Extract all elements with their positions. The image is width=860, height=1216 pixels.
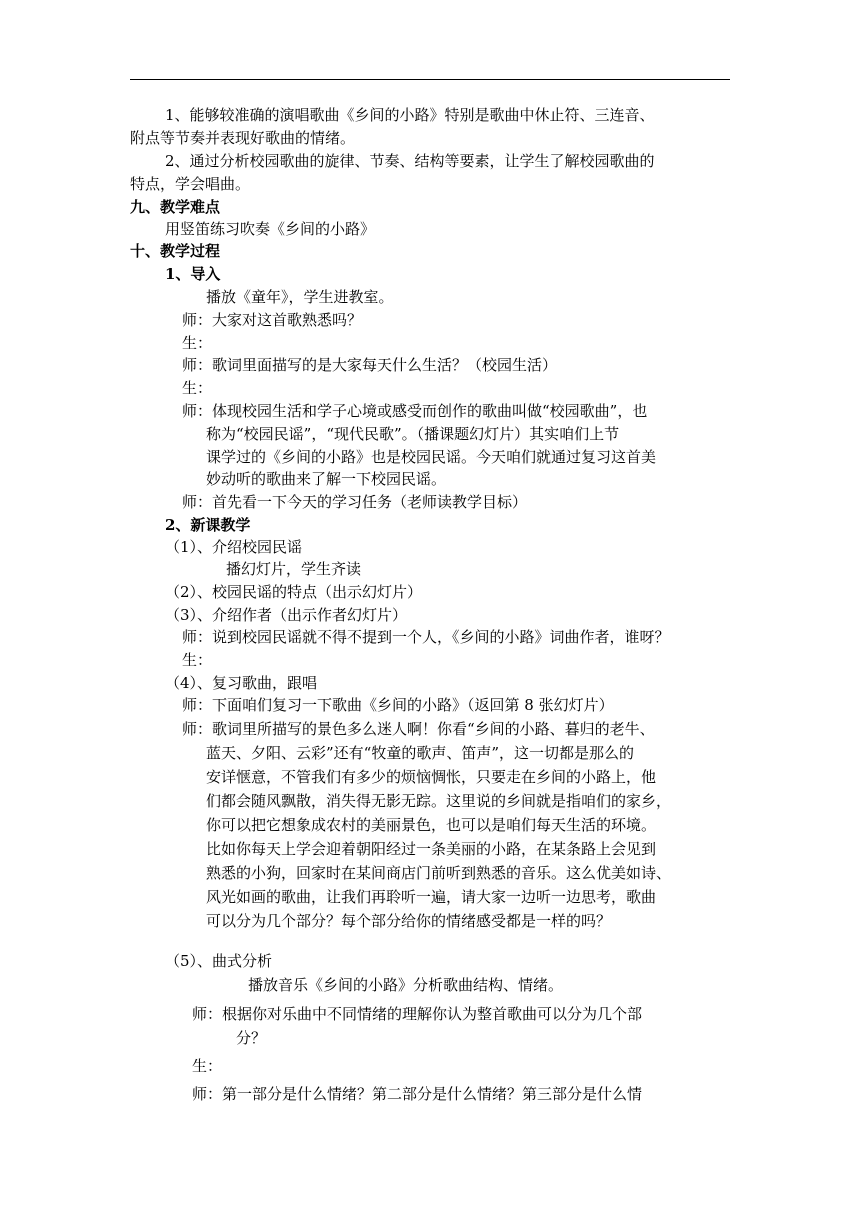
step-2-line: （1）、介绍校园民谣 (165, 538, 303, 556)
section-9-heading: 九、教学难点 (130, 198, 221, 216)
step-2-line: 蓝天、夕阳、云彩”还有“牧童的歌声、笛声”，这一切都是那么的 (206, 744, 635, 762)
step-2-line: 师：下面咱们复习一下歌曲《乡间的小路》（返回第 8 张幻灯片） (182, 696, 614, 714)
step-2-line: 熟悉的小狗，回家时在某间商店门前听到熟悉的音乐。这么优美如诗、 (206, 864, 672, 882)
step-2-line: 生： (182, 651, 213, 669)
header-rule (130, 79, 730, 80)
step-2-line: 安详惬意，不管我们有多少的烦恼惆怅，只要走在乡间的小路上，他 (206, 768, 657, 786)
step-2-line: （5）、曲式分析 (165, 952, 273, 970)
step-1-line: 课学过的《乡间的小路》也是校园民谣。今天咱们就通过复习这首美 (206, 448, 657, 466)
step-1-line: 生： (182, 379, 213, 397)
step-2-line: 分？ (236, 1029, 267, 1047)
step-1-line: 称为“校园民谣”，“现代民歌”。（播课题幻灯片）其实咱们上节 (206, 425, 620, 443)
step-2-line: 你可以把它想象成农村的美丽景色，也可以是咱们每天生活的环境。 (206, 816, 657, 834)
goal-2-line-1: 2、通过分析校园歌曲的旋律、节奏、结构等要素，让学生了解校园歌曲的 (165, 152, 655, 170)
goal-1-line-2: 附点等节奏并表现好歌曲的情绪。 (130, 129, 356, 147)
step-2-line: （2）、校园民谣的特点（出示幻灯片） (165, 583, 423, 601)
step-2-line: 播幻灯片，学生齐读 (226, 560, 362, 578)
step-1-line: 师：大家对这首歌熟悉吗？ (182, 311, 363, 329)
step-1-line: 播放《童年》，学生进教室。 (206, 288, 394, 306)
step-2-line: （4）、复习歌曲，跟唱 (165, 674, 318, 692)
step-2-heading: 2、新课教学 (165, 516, 251, 534)
step-1-heading: 1、导入 (165, 265, 221, 283)
goal-1-line-1: 1、能够较准确的演唱歌曲《乡间的小路》特别是歌曲中休止符、三连音、 (165, 106, 655, 124)
step-1-line: 师：首先看一下今天的学习任务（老师读教学目标） (182, 493, 528, 511)
step-1-line: 师：歌词里面描写的是大家每天什么生活？（校园生活） (182, 356, 558, 374)
step-2-line: 风光如画的歌曲，让我们再聆听一遍，请大家一边听一边思考，歌曲 (206, 888, 657, 906)
step-2-line: 播放音乐《乡间的小路》分析歌曲结构、情绪。 (248, 976, 564, 994)
step-2-line: 可以分为几个部分？每个部分给你的情绪感受都是一样的吗？ (206, 912, 612, 930)
step-2-line: 师：第一部分是什么情绪？第二部分是什么情绪？第三部分是什么情 (192, 1085, 643, 1103)
step-2-line: 比如你每天上学会迎着朝阳经过一条美丽的小路，在某条路上会见到 (206, 840, 657, 858)
section-10-heading: 十、教学过程 (130, 242, 221, 260)
step-2-line: 师：说到校园民谣就不得不提到一个人，《乡间的小路》词曲作者，谁呀？ (182, 628, 670, 646)
step-2-line: 师：歌词里所描写的景色多么迷人啊！你看“乡间的小路、暮归的老牛、 (182, 720, 655, 738)
step-1-line: 生： (182, 334, 213, 352)
step-2-line: 们都会随风飘散，消失得无影无踪。这里说的乡间就是指咱们的家乡， (206, 792, 672, 810)
step-1-line: 妙动听的歌曲来了解一下校园民谣。 (206, 470, 447, 488)
step-2-line: 师：根据你对乐曲中不同情绪的理解你认为整首歌曲可以分为几个部 (192, 1005, 643, 1023)
step-2-line: （3）、介绍作者（出示作者幻灯片） (165, 606, 408, 624)
step-2-line: 生： (192, 1057, 223, 1075)
section-9-text: 用竖笛练习吹奏《乡间的小路》 (165, 220, 376, 238)
step-1-line: 师：体现校园生活和学子心境或感受而创作的歌曲叫做“校园歌曲”，也 (182, 402, 648, 420)
goal-2-line-2: 特点，学会唱曲。 (130, 175, 251, 193)
